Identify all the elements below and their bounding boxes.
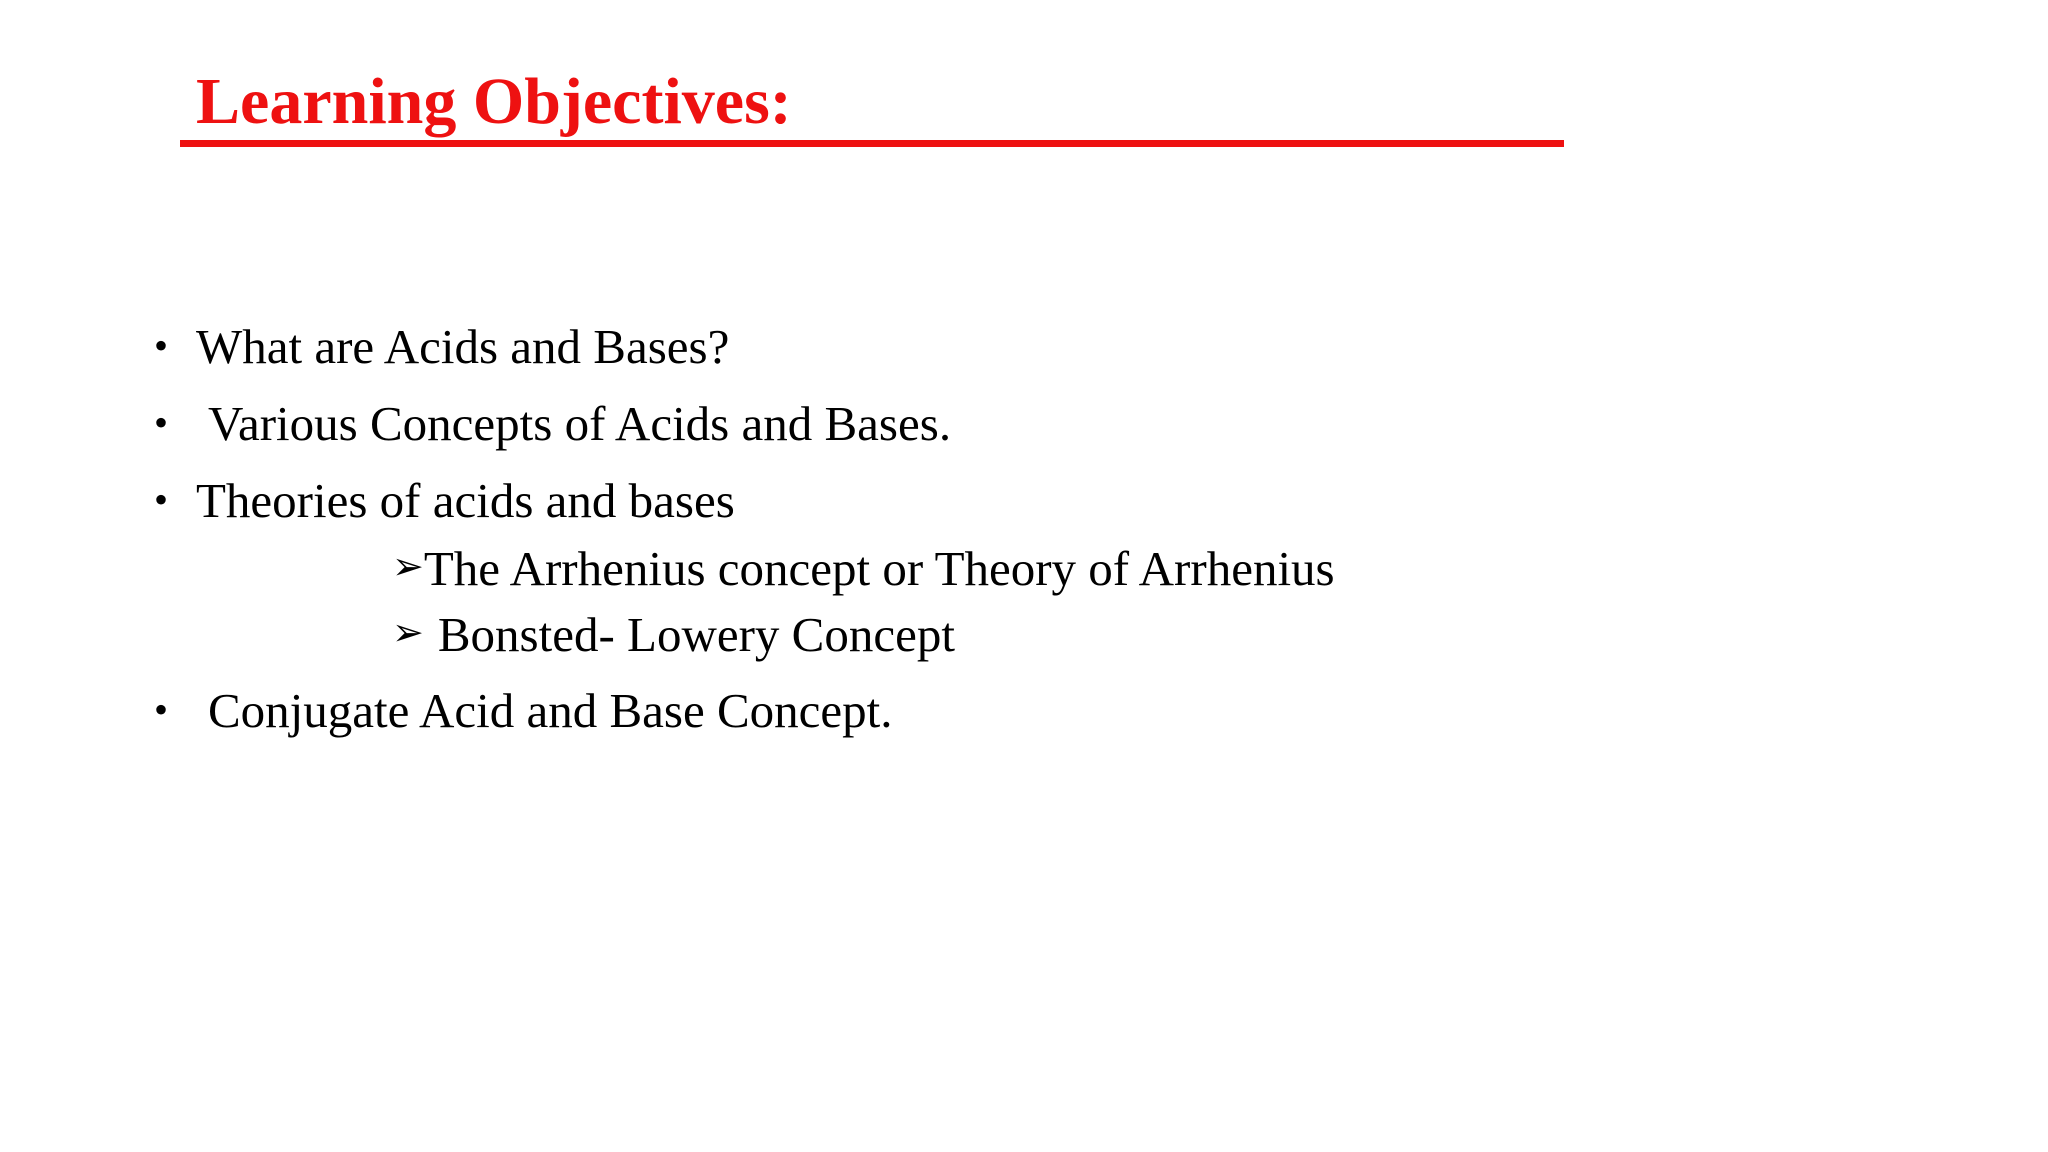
bullet-text: Conjugate Acid and Base Concept. [208, 683, 893, 738]
arrowhead-bullet-icon: ➢ [392, 610, 424, 654]
bullet-item-1 [154, 316, 729, 377]
sub-bullet-item-1 [392, 536, 1335, 599]
slide-title: Learning Objectives: [196, 65, 792, 138]
bullet-dot-icon: • [154, 400, 169, 445]
arrowhead-bullet-icon: ➢ [392, 544, 424, 588]
bullet-dot-icon: • [154, 477, 169, 522]
bullet-text: Various Concepts of Acids and Bases. [208, 396, 952, 451]
bullet-dot-icon: • [154, 323, 169, 368]
bullet-text: What are Acids and Bases? [196, 319, 730, 374]
bullet-item-4 [154, 680, 893, 741]
sub-bullet-item-2 [392, 602, 955, 665]
sub-bullet-text: Bonsted- Lowery Concept [437, 607, 955, 662]
bullet-item-2 [154, 393, 951, 454]
bullet-dot-icon: • [154, 687, 169, 732]
bullet-text: Theories of acids and bases [196, 473, 735, 528]
title-underline [180, 140, 1564, 147]
bullet-item-3 [154, 470, 735, 531]
sub-bullet-text: The Arrhenius concept or Theory of Arrhenius [423, 541, 1335, 596]
